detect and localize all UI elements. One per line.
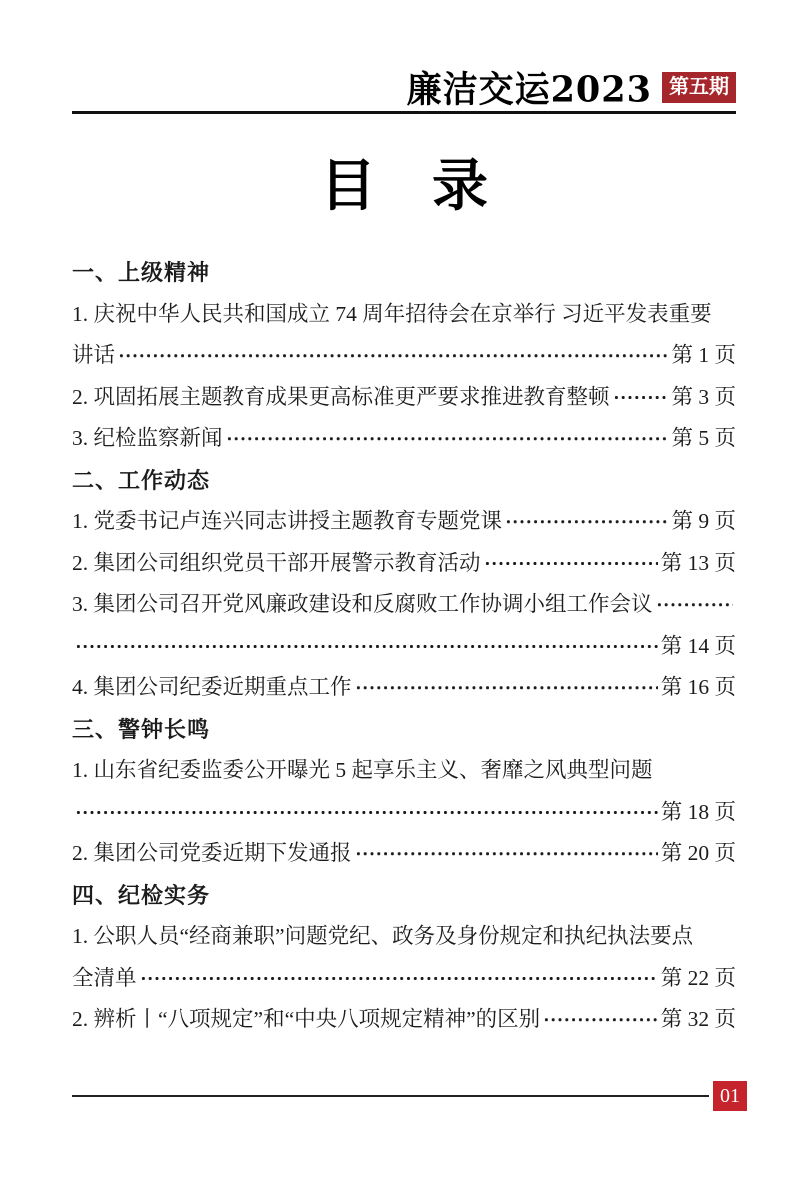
toc-item — [72, 626, 736, 668]
toc-item-text: 1. 公职人员“经商兼职”问题党纪、政务及身份规定和执纪执法要点 — [72, 924, 694, 948]
dot-leader — [656, 584, 733, 626]
page-ref: 第 3 页 — [671, 384, 736, 409]
section-heading-label: 一、上级精神 — [72, 260, 211, 285]
page-ref: 第 5 页 — [671, 426, 736, 450]
section-heading-label: 二、工作动态 — [72, 467, 211, 493]
toc-item — [72, 335, 736, 377]
dot-leader — [484, 543, 658, 585]
toc-item-text: 2. 集团公司组织党员干部开展警示教育活动 — [72, 550, 481, 575]
toc-item — [72, 584, 736, 626]
toc-item-text: 4. 集团公司纪委近期重点工作 — [72, 675, 352, 699]
toc-item — [72, 833, 736, 875]
section-heading-label: 四、纪检实务 — [72, 882, 211, 908]
toc-section-heading — [72, 252, 736, 294]
toc-item-text: 2. 集团公司党委近期下发通报 — [72, 841, 352, 865]
dot-leader — [75, 626, 658, 668]
toc-item — [72, 377, 736, 419]
toc-item-text: 1. 党委书记卢连兴同志讲授主题教育专题党课 — [72, 509, 503, 533]
toc-item — [72, 750, 736, 792]
toc-item-text: 3. 纪检监察新闻 — [72, 426, 223, 450]
page-ref: 第 14 页 — [660, 633, 736, 658]
toc-item — [72, 958, 736, 1000]
toc-item-text: 2. 辨析丨“八项规定”和“中央八项规定精神”的区别 — [72, 1007, 541, 1031]
toc-item — [72, 916, 736, 958]
page-ref: 第 9 页 — [671, 509, 736, 533]
toc-section-heading — [72, 460, 736, 502]
page-ref: 第 20 页 — [660, 841, 736, 865]
dot-leader — [75, 792, 658, 834]
toc-item-text: 1. 庆祝中华人民共和国成立 74 周年招待会在京举行 习近平发表重要 — [72, 301, 712, 326]
toc-item — [72, 418, 736, 460]
toc-item-text: 全清单 — [72, 965, 137, 990]
page-number-badge: 01 — [713, 1081, 747, 1111]
page-ref: 第 18 页 — [660, 799, 736, 824]
page-title: 目 录 — [320, 156, 488, 218]
dot-leader — [505, 501, 668, 543]
dot-leader — [543, 999, 658, 1041]
page-footer — [72, 1081, 747, 1111]
toc-section-heading — [72, 709, 736, 751]
page-ref: 第 1 页 — [671, 343, 736, 367]
masthead-header — [72, 0, 736, 114]
dot-leader — [355, 667, 658, 709]
page-ref: 第 13 页 — [660, 550, 736, 575]
footer-rule — [72, 1095, 709, 1097]
dot-leader — [355, 833, 658, 875]
toc-item-text: 3. 集团公司召开党风廉政建设和反腐败工作协调小组工作会议 — [72, 592, 653, 616]
dot-leader — [226, 418, 669, 460]
toc-item — [72, 999, 736, 1041]
page-ref: 第 32 页 — [660, 1007, 736, 1031]
toc-item — [72, 667, 736, 709]
masthead-title: 廉洁交运2023 — [406, 68, 652, 111]
dot-leader — [613, 377, 669, 419]
toc-item-text: 讲话 — [72, 343, 116, 367]
issue-badge: 第五期 — [662, 72, 736, 103]
page-ref: 第 22 页 — [660, 965, 736, 990]
section-heading-label: 三、警钟长鸣 — [72, 716, 211, 742]
toc-item — [72, 792, 736, 834]
toc-item — [72, 543, 736, 585]
toc-section-heading — [72, 875, 736, 917]
toc-item-text: 2. 巩固拓展主题教育成果更高标准更严要求推进教育整顿 — [72, 384, 610, 409]
page-ref: 第 16 页 — [660, 675, 736, 699]
masthead-row — [72, 68, 736, 111]
dot-leader — [140, 958, 658, 1000]
toc-item-text: 1. 山东省纪委监委公开曝光 5 起享乐主义、奢靡之风典型问题 — [72, 758, 653, 782]
toc-item — [72, 294, 736, 336]
dot-leader — [118, 335, 668, 377]
toc-item — [72, 501, 736, 543]
toc-list — [72, 252, 736, 1041]
